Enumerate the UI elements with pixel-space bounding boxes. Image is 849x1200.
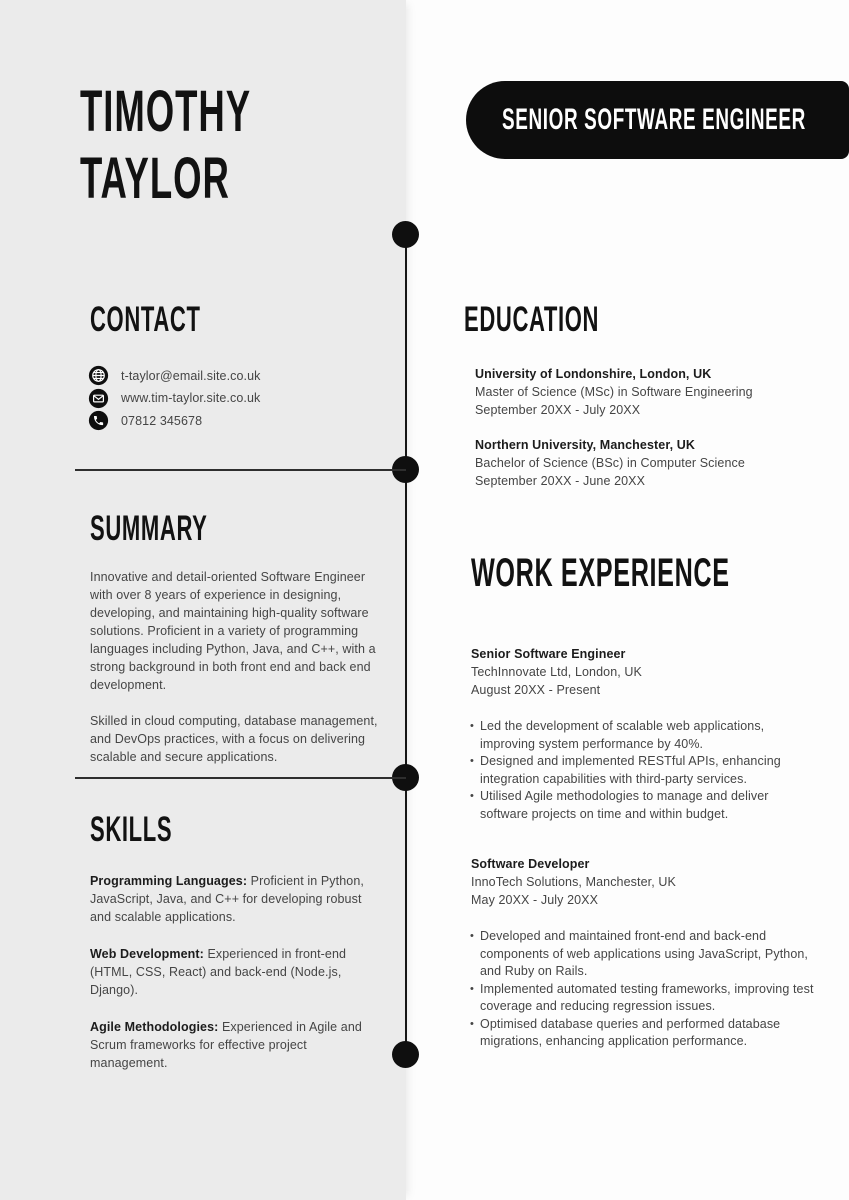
- job-title: Software Developer: [471, 857, 590, 871]
- skill-item: [90, 945, 386, 999]
- skill-text: Proficient in Python, JavaScript, Java, and C++ for developing robust and scalable applications.: [90, 874, 364, 924]
- contact-row-phone: [88, 410, 261, 431]
- job-title: Senior Software Engineer: [471, 647, 626, 661]
- education-institution: Northern University, Manchester, UK: [475, 438, 695, 452]
- education-heading: EDUCATION: [464, 300, 600, 339]
- summary-text: [90, 568, 384, 784]
- contact-website: www.tim-taylor.site.co.uk: [121, 391, 261, 405]
- job-dates: May 20XX - July 20XX: [471, 893, 599, 907]
- job-bullet: • Utilised Agile methodologies to manage and deliver software projects on time and within budget.: [471, 788, 819, 823]
- skills-heading: SKILLS: [90, 810, 173, 849]
- education-dates: September 20XX - June 20XX: [475, 474, 646, 488]
- section-divider: [75, 469, 406, 471]
- skill-item: [90, 872, 386, 926]
- skill-item: [90, 1018, 386, 1072]
- contact-row-website: [88, 388, 261, 409]
- phone-icon: [88, 410, 109, 431]
- name-line-2: TAYLOR: [80, 146, 230, 211]
- contact-phone: 07812 345678: [121, 413, 203, 428]
- skill-text: Experienced in Agile and Scrum frameworks for effective project management.: [90, 1020, 362, 1070]
- education-entries: [475, 365, 820, 507]
- job-company: InnoTech Solutions, Manchester, UK: [471, 875, 676, 889]
- globe-icon: [88, 365, 109, 386]
- education-degree: Master of Science (MSc) in Software Engineering: [475, 385, 753, 399]
- envelope-icon: [88, 388, 109, 409]
- person-name: [80, 79, 351, 217]
- summary-paragraph: Innovative and detail-oriented Software Engineer with over 8 years of experience in designing, developing, and maintaining high-quality software solutions. Proficient in a variety of programming languages including Python, Java, and C++, with a strong background in both front end and back end development.: [90, 570, 376, 692]
- job-bullet: • Optimised database queries and performed database migrations, enhancing application performance.: [471, 1016, 819, 1051]
- job-title-badge: [466, 81, 849, 159]
- timeline-dot: [392, 1041, 419, 1068]
- job-title-badge-label: SENIOR SOFTWARE ENGINEER: [502, 103, 806, 136]
- education-entry: [475, 436, 820, 490]
- contact-row-email: [88, 365, 261, 386]
- job-bullet: • Designed and implemented RESTful APIs, enhancing integration capabilities with third-party services.: [471, 753, 819, 788]
- education-dates: September 20XX - July 20XX: [475, 403, 641, 417]
- contact-heading: CONTACT: [90, 300, 201, 339]
- contact-email: t-taylor@email.site.co.uk: [121, 368, 261, 383]
- education-degree: Bachelor of Science (BSc) in Computer Science: [475, 456, 745, 470]
- work-experience-heading: WORK EXPERIENCE: [471, 551, 730, 595]
- skill-text: Experienced in front-end (HTML, CSS, React) and back-end (Node.js, Django).: [90, 947, 347, 997]
- job-dates: August 20XX - Present: [471, 683, 601, 697]
- job-bullet: • Developed and maintained front-end and back-end components of web applications using JavaScript, Python, and Ruby on Rails.: [471, 928, 819, 981]
- job-bullet-list: [471, 928, 819, 1051]
- contact-list: [88, 365, 261, 433]
- job-entry: [471, 645, 819, 823]
- skill-label: Programming Languages:: [90, 874, 248, 888]
- job-entry: [471, 855, 819, 1051]
- summary-paragraph: Skilled in cloud computing, database management, and DevOps practices, with a focus on delivering scalable and secure applications.: [90, 714, 378, 764]
- timeline-dot: [392, 221, 419, 248]
- education-entry: [475, 365, 820, 419]
- job-company: TechInnovate Ltd, London, UK: [471, 665, 642, 679]
- skill-label: Web Development:: [90, 947, 204, 961]
- education-institution: University of Londonshire, London, UK: [475, 367, 712, 381]
- name-line-1: TIMOTHY: [80, 79, 252, 144]
- summary-heading: SUMMARY: [90, 509, 208, 548]
- skill-label: Agile Methodologies:: [90, 1020, 219, 1034]
- job-bullet: • Implemented automated testing frameworks, improving test coverage and reducing regression issues.: [471, 981, 819, 1016]
- skills-list: [90, 872, 386, 1091]
- timeline-line: [405, 234, 407, 1054]
- job-bullet-list: [471, 718, 819, 823]
- job-bullet: • Led the development of scalable web applications, improving system performance by 40%.: [471, 718, 819, 753]
